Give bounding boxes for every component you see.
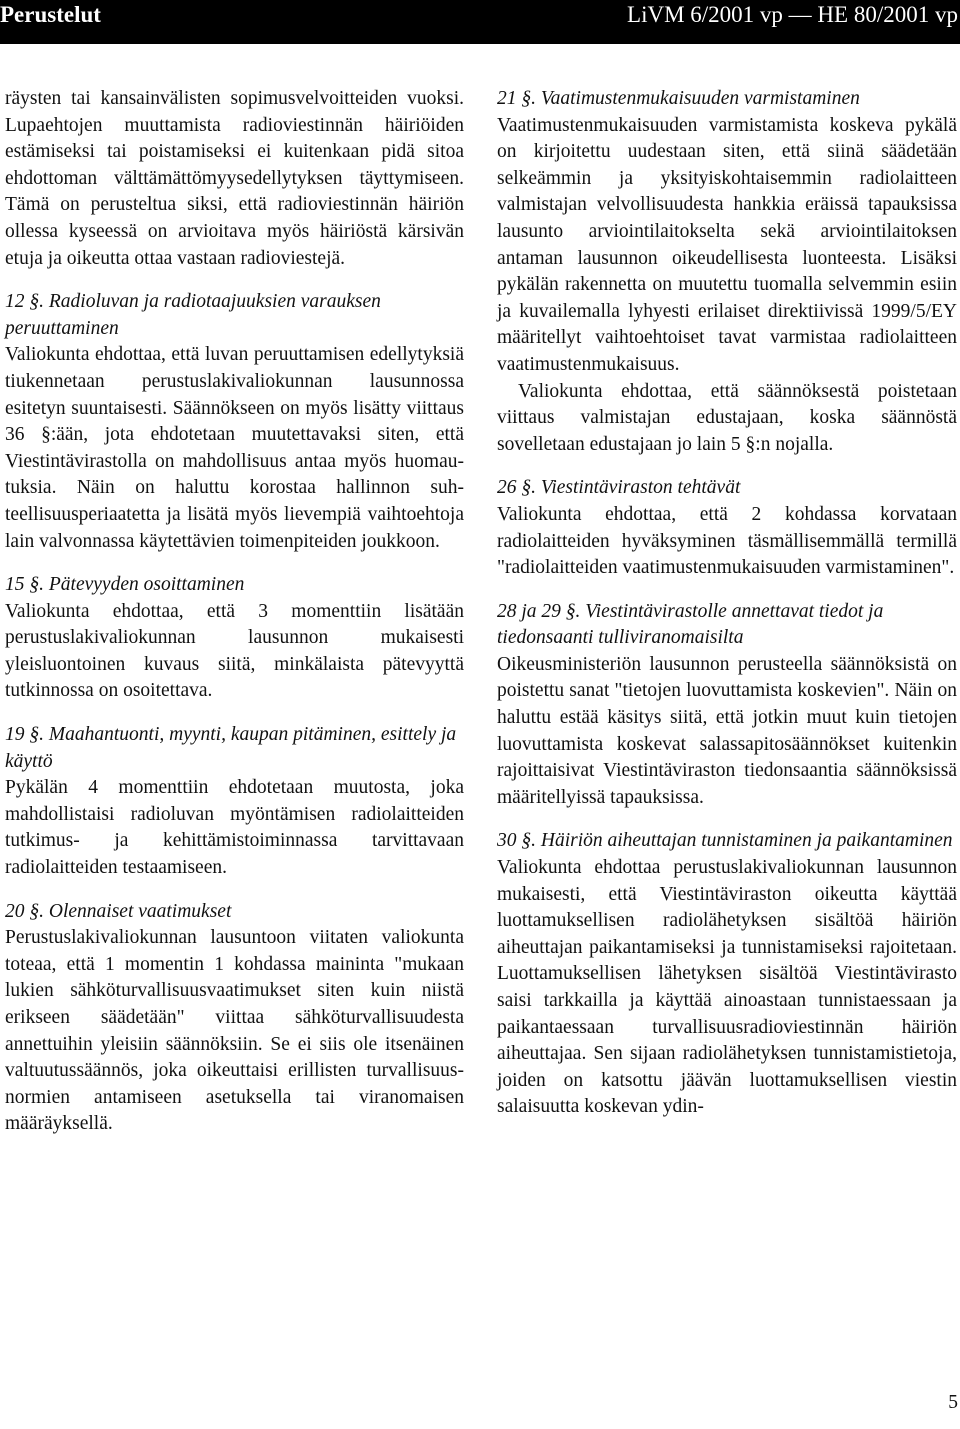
- section-30-body: Valiokunta ehdottaa perustuslakivaliokunnan lausunnon mukaisesti, että Viestintäviraston oikeutta käyttää luottamuksellisen radiolähetyksen sisältöä häiriön aiheuttajan paikantamiseksi ja tunnistamiseksi rajoitetaan. Luottamuksellisen lähetyksen sisältöä Viestintävirasto saisi tarkkailla ja käyttää ainoastaan tunnistaessaan ja paikantaessaan turvallisuusradioviestinnän häiriön aiheuttajaa. Sen sijaan radiolähetyksen tunnistamistietoja, joiden on katsottu jäävän luottamuksellisen viestin salaisuutta koskevan ydin-: [497, 857, 957, 1118]
- section-26-heading: 26 §. Viestintäviraston tehtävät: [497, 477, 741, 499]
- section-30-heading: 30 §. Häiriön aiheuttajan tunnistaminen ja paikantaminen: [497, 830, 953, 852]
- page-number: 5: [948, 1392, 958, 1413]
- section-19-heading: 19 §. Maahantuonti, myynti, kaupan pitäminen, esittely ja käyttö: [5, 724, 457, 772]
- section-28-29-body: Oikeusministeriön lausunnon perusteella säännöksistä on poistettu sanat "tietojen luovuttamista koskevien". Näin on haluttu estää käsitys siitä, että jotkin muut kuin tietojen luovuttamista koskevat salassapitosäännökset kuitenkin rajoittaisivat Viestintäviraston tiedonsaantia säännöksissä määritellyissä tapauksissa.: [497, 653, 957, 808]
- right-column: [497, 86, 957, 1121]
- section-12-body: Valiokunta ehdottaa, että luvan peruuttamisen edellytyksiä tiukennetaan perustuslakivaliokunnan lausunnossa esitetyn suuntaisesti. Säännökseen on myös lisätty viittaus 36 §:ään, jota ehdotetaan muutettavaksi siten, että Viestintävirastolla on mahdollisuus antaa myös huomautuksia. Näin on haluttu korostaa hallinnon suhteellisuusperiaatetta ja lisätä myös lievempiä vaihtoehtoja lain valvonnassa käytettävien toimenpiteiden joukkoon.: [5, 344, 464, 552]
- section-26-body: Valiokunta ehdottaa, että 2 kohdassa korvataan radiolaitteiden hyväksyminen täsmällisemmällä termillä "radiolaitteiden vaatimustenmukaisuuden varmistaminen".: [497, 503, 957, 579]
- left-column: [5, 86, 464, 1138]
- header-section-title: Perustelut: [0, 2, 101, 27]
- section-12-heading: 12 §. Radioluvan ja radiotaajuuksien varauksen peruuttaminen: [5, 291, 381, 339]
- running-header: [0, 0, 960, 44]
- section-28-29-heading: 28 ja 29 §. Viestintävirastolle annettavat tiedot ja tiedonsaanti tulliviranomaisilta: [497, 600, 884, 649]
- section-20-heading: 20 §. Olennaiset vaatimukset: [5, 900, 232, 922]
- header-document-id: LiVM 6/2001 vp — HE 80/2001 vp: [627, 2, 958, 27]
- section-15-body: Valiokunta ehdottaa, että 3 momenttiin lisätään perustuslakivaliokunnan lausunnon mukaisesti yleisluontoinen kuvaus siitä, minkälaista pätevyyttä tutkinnossa on osoitettava.: [5, 600, 464, 702]
- section-21-heading: 21 §. Vaatimustenmukaisuuden varmistaminen: [497, 88, 860, 109]
- section-21-body: Vaatimustenmukaisuuden varmistamista koskeva pykälä on kirjoitettu uudestaan siten, että siinä säädetään selkeämmin ja yksityiskohtaisemmin radiolaitteen valmistajan velvollisuudesta hankkia eräissä tapauksissa lausunto arviointilaitokselta sekä arviointilaitoksen antaman lausunnon oikeudellisesta luonteesta. Lisäksi pykälän rakennetta on muutettu tuomalla selvemmin esiin ja kuvailemalla lyhyesti erilaiset direktiivissä 1999/5/EY määritellyt vaihtoehtoiset tavat varmistaa radiolaitteen vaatimustenmukaisuus.: [497, 114, 957, 375]
- intro-paragraph: räysten tai kansainvälisten sopimusvelvoitteiden vuoksi. Lupaehtojen muuttamista radioviestinnän häiriöiden estämiseksi tai poistamiseksi ei kuitenkaan pidä sitoa ehdottoman välttämättömyysedellytyksen täyttymiseen. Tämä on perusteltua siksi, että radioviestinnän häiriön ollessa kyseessä on arvioitava myös häiriöstä kärsivän etuja ja oikeutta ottaa vastaan radioviestejä.: [5, 88, 464, 269]
- section-20-body: Perustuslakivaliokunnan lausuntoon viitaten valiokunta toteaa, että 1 momentin 1 kohdassa maininta "mukaan lukien sähköturvallisuusvaatimukset siten kuin niistä erikseen säädetään" viittaa sähköturvallisuudesta annettuihin yleisiin säännöksiin. Se ei siis ole itsenäinen valtuutussäännös, joka oikeuttaisi erillisten turvallisuusnormien antamiseen asetuksella tai viranomaisen määräyksellä.: [5, 927, 464, 1135]
- section-19-body: Pykälän 4 momenttiin ehdotetaan muutosta, joka mahdollistaisi radioluvan myöntämisen radiolaitteiden tutkimus- ja kehittämistoiminnassa tarvittavaan radiolaitteiden testaamiseen.: [5, 777, 464, 879]
- section-21-body-second: Valiokunta ehdottaa, että säännöksestä poistetaan viittaus valmistajan edustajaan, koska säännöstä sovelletaan edustajaan jo lain 5 §:n nojalla.: [497, 380, 957, 455]
- section-15-heading: 15 §. Pätevyyden osoittaminen: [5, 574, 245, 596]
